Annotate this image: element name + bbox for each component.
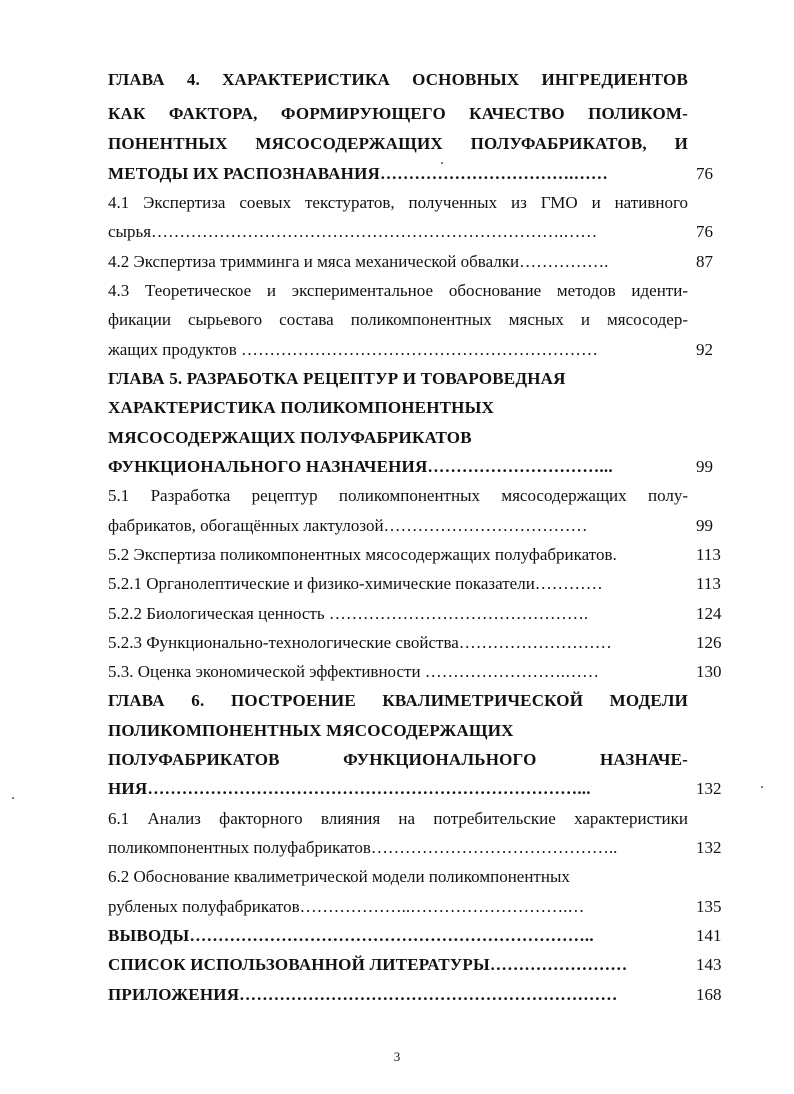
toc-chapter-4-line-3: ПОНЕНТНЫХ МЯСОСОДЕРЖАЩИХ ПОЛУФАБРИКАТОВ, И [108,134,688,153]
toc-section-5-3-page: 130 [696,662,722,681]
scan-speck [12,797,14,799]
toc-section-4-1-line-2: сырья……………………………………………………………….…… [108,222,598,241]
toc-chapter-5-line-3: МЯСОСОДЕРЖАЩИХ ПОЛУФАБРИКАТОВ [108,428,472,447]
toc-section-5-1-line-2: фабрикатов, обогащённых лактулозой……………………………… [108,516,588,535]
toc-section-4-1-page: 76 [696,222,713,241]
toc-section-5-2: 5.2 Экспертиза поликомпонентных мясосодержащих полуфабрикатов. [108,545,617,564]
toc-section-5-2-2-page: 124 [696,604,722,623]
toc-chapter-6-page: 132 [696,779,722,798]
toc-references: СПИСОК ИСПОЛЬЗОВАННОЙ ЛИТЕРАТУРЫ…………………… [108,955,628,974]
toc-chapter-6-line-4: НИЯ…………………………………………………………………... [108,779,591,798]
toc-section-5-1-line-1: 5.1 Разработка рецептур поликомпонентных мясосодержащих полу- [108,486,688,505]
toc-section-5-2-1-page: 113 [696,574,721,593]
toc-references-page: 143 [696,955,722,974]
toc-section-5-3: 5.3. Оценка экономической эффективности …………………….…… [108,662,600,681]
toc-chapter-6-line-2: ПОЛИКОМПОНЕНТНЫХ МЯСОСОДЕРЖАЩИХ [108,721,514,740]
toc-section-5-2-1: 5.2.1 Органолептические и физико-химические показатели………… [108,574,603,593]
toc-chapter-5-page: 99 [696,457,713,476]
scan-speck [441,162,443,164]
scan-speck [761,786,763,788]
toc-chapter-5-line-2: ХАРАКТЕРИСТИКА ПОЛИКОМПОНЕНТНЫХ [108,398,494,417]
toc-section-4-2: 4.2 Экспертиза тримминга и мяса механической обвалки……………. [108,252,609,271]
toc-section-6-1-line-2: поликомпонентных полуфабрикатов…………………………………….. [108,838,618,857]
toc-appendix-page: 168 [696,985,722,1004]
toc-chapter-4-page: 76 [696,164,713,183]
toc-conclusions: ВЫВОДЫ…………………………………………………………….. [108,926,594,945]
toc-section-6-2-page: 135 [696,897,722,916]
toc-chapter-5-line-4: ФУНКЦИОНАЛЬНОГО НАЗНАЧЕНИЯ…………………………... [108,457,613,476]
toc-section-6-2-line-2: рубленых полуфабрикатов………………..……………………….… [108,897,585,916]
toc-section-5-2-2: 5.2.2 Биологическая ценность ………………………………………. [108,604,589,623]
toc-section-4-3-page: 92 [696,340,713,359]
toc-section-5-2-3-page: 126 [696,633,722,652]
toc-chapter-4-line-1: ГЛАВА 4. ХАРАКТЕРИСТИКА ОСНОВНЫХ ИНГРЕДИЕНТОВ [108,70,688,89]
toc-section-4-3-line-1: 4.3 Теоретическое и экспериментальное обоснование методов иденти- [108,281,688,300]
toc-section-4-3-line-3: жащих продуктов ……………………………………………………… [108,340,599,359]
toc-section-6-2-line-1: 6.2 Обоснование квалиметрической модели поликомпонентных [108,867,570,886]
toc-section-4-1-line-1: 4.1 Экспертиза соевых текстуратов, полученных из ГМО и нативного [108,193,688,212]
toc-conclusions-page: 141 [696,926,722,945]
toc-section-5-2-page: 113 [696,545,721,564]
toc-section-5-1-page: 99 [696,516,713,535]
toc-section-4-2-page: 87 [696,252,713,271]
toc-chapter-5-line-1: ГЛАВА 5. РАЗРАБОТКА РЕЦЕПТУР И ТОВАРОВЕДНАЯ [108,369,566,388]
toc-section-5-2-3: 5.2.3 Функционально-технологические свойства……………………… [108,633,612,652]
toc-chapter-4-line-2: КАК ФАКТОРА, ФОРМИРУЮЩЕГО КАЧЕСТВО ПОЛИКОМ- [108,104,688,123]
toc-section-6-1-page: 132 [696,838,722,857]
page-number: 3 [393,1049,401,1064]
toc-chapter-6-line-3: ПОЛУФАБРИКАТОВ ФУНКЦИОНАЛЬНОГО НАЗНАЧЕ- [108,750,688,769]
toc-section-6-1-line-1: 6.1 Анализ факторного влияния на потребительские характеристики [108,809,688,828]
toc-chapter-6-line-1: ГЛАВА 6. ПОСТРОЕНИЕ КВАЛИМЕТРИЧЕСКОЙ МОДЕЛИ [108,691,688,710]
toc-appendix: ПРИЛОЖЕНИЯ………………………………………………………… [108,985,618,1004]
toc-chapter-4-line-4: МЕТОДЫ ИХ РАСПОЗНАВАНИЯ…………………………….…… [108,164,609,183]
toc-section-4-3-line-2: фикации сырьевого состава поликомпонентных мясных и мясосодер- [108,310,688,329]
